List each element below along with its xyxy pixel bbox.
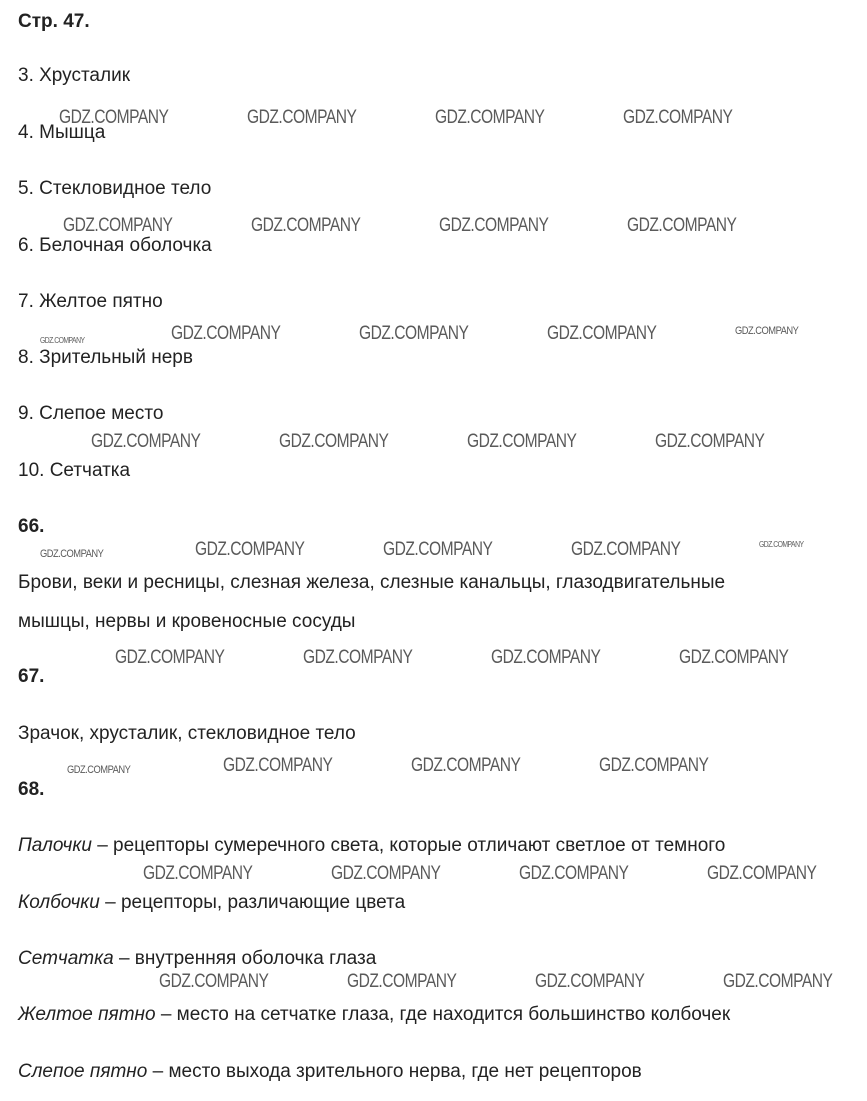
watermark: GDZ.COMPANY bbox=[411, 755, 521, 776]
watermark: GDZ.COMPANY bbox=[383, 539, 493, 560]
watermark: GDZ.COMPANY bbox=[439, 215, 549, 236]
watermark: GDZ.COMPANY bbox=[63, 215, 173, 236]
definition-text: – место на сетчатке глаза, где находится большинство колбочек bbox=[155, 1004, 731, 1025]
watermark: GDZ.COMPANY bbox=[303, 647, 413, 668]
page-number: Стр. 47. bbox=[18, 11, 90, 32]
watermark: GDZ.COMPANY bbox=[223, 755, 333, 776]
watermark: GDZ.COMPANY bbox=[547, 323, 657, 344]
watermark: GDZ.COMPANY bbox=[571, 539, 681, 560]
watermark: GDZ.COMPANY bbox=[347, 971, 457, 992]
list-item: 8. Зрительный нерв bbox=[18, 347, 193, 368]
watermark: GDZ.COMPANY bbox=[247, 107, 357, 128]
watermark: GDZ.COMPANY bbox=[40, 336, 85, 345]
question-67-number: 67. bbox=[18, 666, 45, 687]
list-item: 9. Слепое место bbox=[18, 403, 164, 424]
watermark: GDZ.COMPANY bbox=[159, 971, 269, 992]
question-67-answer: Зрачок, хрусталик, стекловидное тело bbox=[18, 723, 356, 744]
definition-text: – место выхода зрительного нерва, где нет рецепторов bbox=[147, 1061, 642, 1082]
question-68-number: 68. bbox=[18, 779, 45, 800]
watermark: GDZ.COMPANY bbox=[707, 863, 817, 884]
list-item: 7. Желтое пятно bbox=[18, 291, 163, 312]
watermark: GDZ.COMPANY bbox=[40, 548, 104, 560]
watermark: GDZ.COMPANY bbox=[723, 971, 833, 992]
question-66-answer-line-1: Брови, веки и ресницы, слезная железа, слезные канальцы, глазодвигательные bbox=[18, 572, 726, 593]
watermark: GDZ.COMPANY bbox=[171, 323, 281, 344]
watermark: GDZ.COMPANY bbox=[679, 647, 789, 668]
watermark: GDZ.COMPANY bbox=[331, 863, 441, 884]
watermark: GDZ.COMPANY bbox=[59, 107, 169, 128]
definition-text: – рецепторы сумеречного света, которые отличают светлое от темного bbox=[91, 835, 726, 856]
definition-cones bbox=[18, 891, 405, 915]
definition-rods bbox=[18, 834, 725, 858]
watermark: GDZ.COMPANY bbox=[655, 431, 765, 452]
definition-term: Колбочки bbox=[18, 892, 100, 913]
watermark: GDZ.COMPANY bbox=[623, 107, 733, 128]
watermark: GDZ.COMPANY bbox=[491, 647, 601, 668]
watermark: GDZ.COMPANY bbox=[195, 539, 305, 560]
list-item: 6. Белочная оболочка bbox=[18, 235, 212, 256]
watermark: GDZ.COMPANY bbox=[91, 431, 201, 452]
definition-term: Палочки bbox=[18, 835, 92, 856]
watermark: GDZ.COMPANY bbox=[519, 863, 629, 884]
definition-blind-spot bbox=[18, 1060, 642, 1084]
watermark: GDZ.COMPANY bbox=[535, 971, 645, 992]
watermark: GDZ.COMPANY bbox=[627, 215, 737, 236]
watermark: GDZ.COMPANY bbox=[143, 863, 253, 884]
definition-yellow-spot bbox=[18, 1003, 730, 1027]
definition-term: Слепое пятно bbox=[18, 1061, 148, 1082]
question-66-answer-line-2: мышцы, нервы и кровеносные сосуды bbox=[18, 611, 356, 632]
watermark: GDZ.COMPANY bbox=[599, 755, 709, 776]
list-item: 4. Мышца bbox=[18, 122, 106, 143]
question-66-number: 66. bbox=[18, 516, 45, 537]
definition-term: Желтое пятно bbox=[18, 1004, 156, 1025]
watermark: GDZ.COMPANY bbox=[279, 431, 389, 452]
list-item: 5. Стекловидное тело bbox=[18, 178, 212, 199]
list-item: 3. Хрусталик bbox=[18, 65, 131, 86]
watermark: GDZ.COMPANY bbox=[759, 540, 804, 549]
definition-term: Сетчатка bbox=[18, 948, 114, 969]
watermark: GDZ.COMPANY bbox=[735, 325, 799, 337]
watermark: GDZ.COMPANY bbox=[115, 647, 225, 668]
watermark: GDZ.COMPANY bbox=[359, 323, 469, 344]
watermark: GDZ.COMPANY bbox=[67, 764, 131, 776]
watermark: GDZ.COMPANY bbox=[467, 431, 577, 452]
watermark: GDZ.COMPANY bbox=[251, 215, 361, 236]
definition-retina bbox=[18, 947, 376, 971]
definition-text: – внутренняя оболочка глаза bbox=[113, 948, 377, 969]
list-item: 10. Сетчатка bbox=[18, 460, 131, 481]
definition-text: – рецепторы, различающие цвета bbox=[99, 892, 406, 913]
watermark: GDZ.COMPANY bbox=[435, 107, 545, 128]
